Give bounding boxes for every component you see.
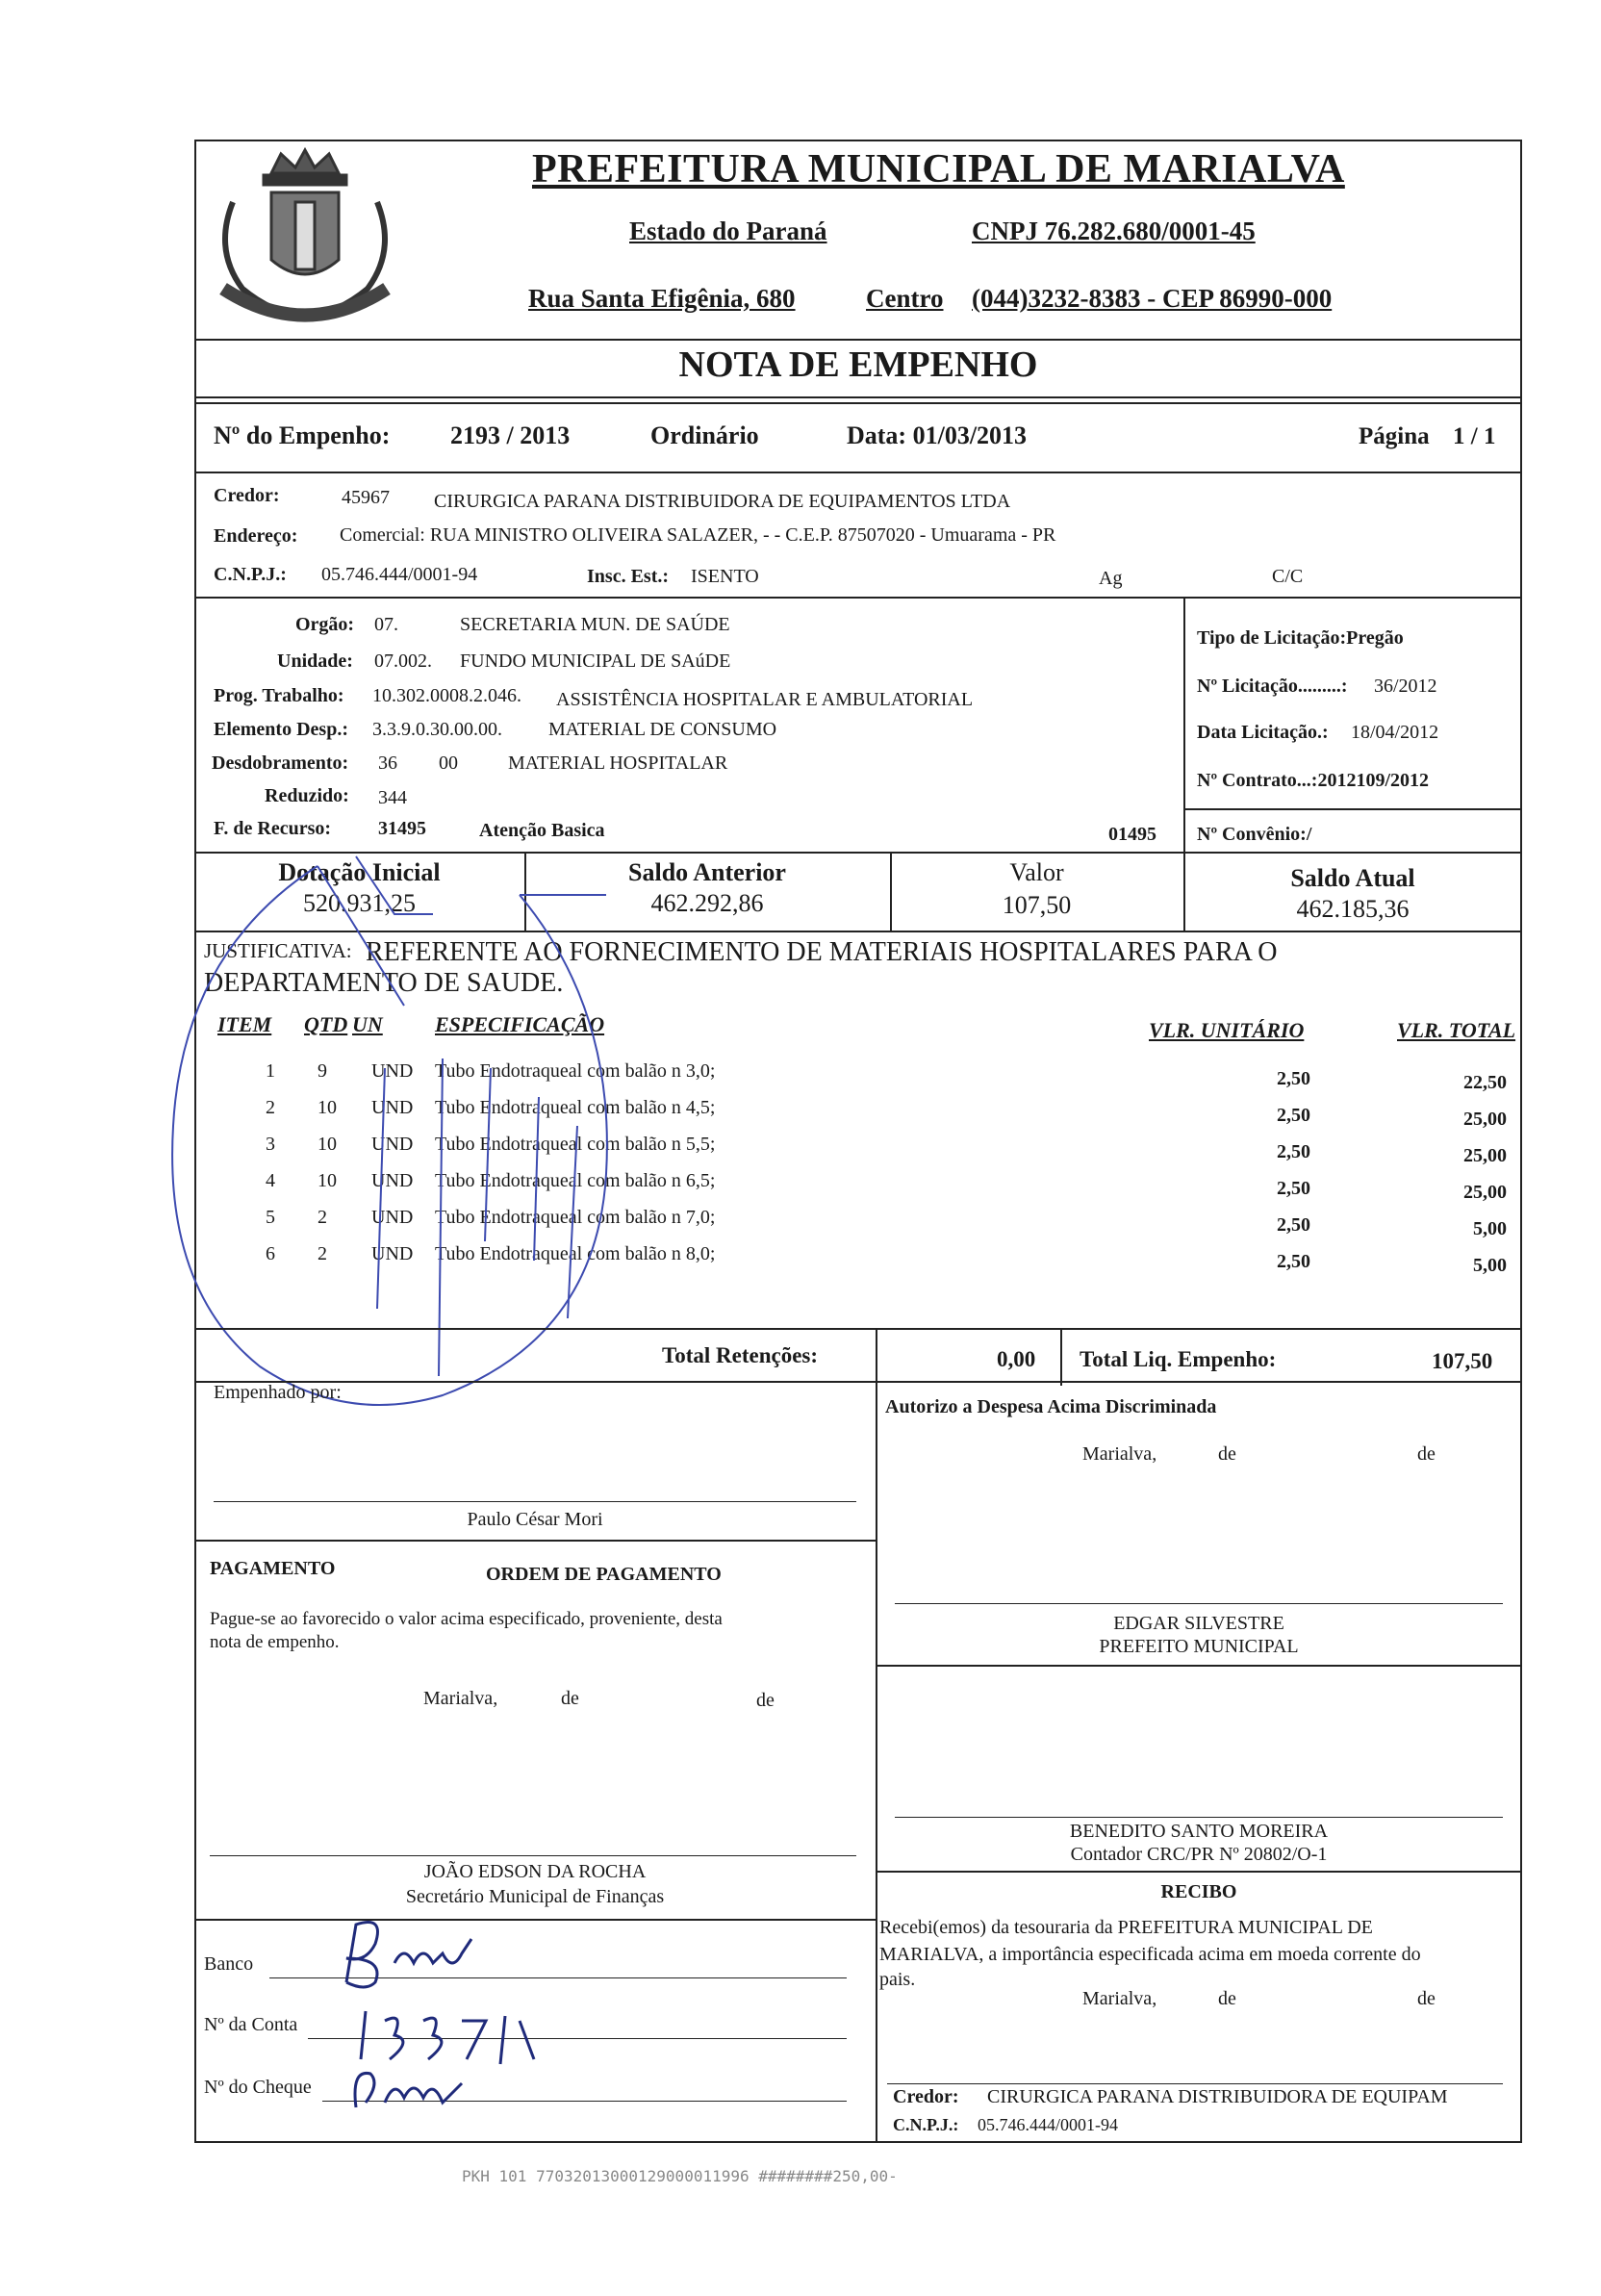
dotacao-value: 520.931,25 <box>303 889 416 917</box>
recurso-name: Atenção Basica <box>479 820 605 841</box>
insc-label: Insc. Est.: <box>587 566 670 587</box>
divider <box>1060 1328 1062 1386</box>
item-qtd: 2 <box>318 1243 327 1264</box>
handwritten-bank-info <box>327 1915 577 2117</box>
pagamento-de2: de <box>756 1690 775 1711</box>
contador-title: Contador CRC/PR Nº 20802/O-1 <box>1070 1844 1328 1865</box>
dotacao-label: Dotação Inicial <box>278 858 441 886</box>
divider <box>194 402 1522 404</box>
item-number: 4 <box>266 1170 275 1191</box>
item-unit: 2,50 <box>1277 1251 1310 1272</box>
valor-label: Valor <box>1009 858 1064 886</box>
recibo-cnpj: 05.746.444/0001-94 <box>978 2115 1118 2134</box>
address-label: Rua Santa Efigênia, 680 <box>528 284 796 313</box>
recibo-text1: Recebi(emos) da tesouraria da PREFEITURA MUNICIPAL DE <box>879 1917 1373 1938</box>
divider <box>876 1328 877 1386</box>
item-unit: 2,50 <box>1277 1141 1310 1162</box>
unidade-name: FUNDO MUNICIPAL DE SAúDE <box>460 651 731 672</box>
recibo-place: Marialva, <box>1082 1988 1157 2009</box>
item-total: 25,00 <box>1463 1109 1507 1130</box>
signature-line <box>895 1817 1503 1818</box>
saldo-anterior-label: Saldo Anterior <box>628 858 786 886</box>
elem-name: MATERIAL DE CONSUMO <box>548 719 777 740</box>
prog-code: 10.302.0008.2.046. <box>372 685 521 706</box>
cc-label: C/C <box>1272 566 1304 587</box>
unidade-label: Unidade: <box>277 651 353 672</box>
recurso-right-code: 01495 <box>1108 824 1156 845</box>
recurso-code: 31495 <box>378 818 426 839</box>
conta-label: Nº da Conta <box>204 2014 298 2035</box>
item-unit: 2,50 <box>1277 1214 1310 1236</box>
desd-sub: 00 <box>439 753 458 774</box>
item-unit: 2,50 <box>1277 1068 1310 1089</box>
retencoes-value: 0,00 <box>997 1347 1036 1371</box>
autorizo-label: Autorizo a Despesa Acima Discriminada <box>885 1396 1217 1417</box>
col-vlr-unitario: VLR. UNITÁRIO <box>1149 1018 1305 1042</box>
cnpj-field-label: C.N.P.J.: <box>214 564 287 585</box>
item-un: UND <box>371 1134 414 1155</box>
handwritten-annotation <box>154 837 654 1472</box>
divider <box>194 1540 876 1542</box>
credor-label: Credor: <box>214 485 280 506</box>
recibo-text3: pais. <box>879 1969 916 1990</box>
empenho-date: Data: 01/03/2013 <box>847 421 1028 449</box>
signature-line <box>210 1855 856 1856</box>
ag-label: Ag <box>1099 568 1123 589</box>
item-un: UND <box>371 1097 414 1118</box>
valor-value: 107,50 <box>1002 891 1072 919</box>
divider <box>194 1381 1522 1383</box>
liquido-value: 107,50 <box>1432 1349 1493 1373</box>
item-number: 2 <box>266 1097 275 1118</box>
recibo-de1: de <box>1218 1988 1236 2009</box>
col-un: UN <box>352 1012 383 1036</box>
empenhado-label: Empenhado por: <box>214 1382 342 1403</box>
credor-address: Comercial: RUA MINISTRO OLIVEIRA SALAZER, - - C.E.P. 87507020 - Umuarama - PR <box>340 524 1056 546</box>
autorizo-de1: de <box>1218 1443 1236 1465</box>
coat-of-arms-logo <box>204 144 406 337</box>
phone-cep-label: (044)3232-8383 - CEP 86990-000 <box>972 284 1333 313</box>
licitacao-data-label: Data Licitação.: <box>1197 722 1329 743</box>
recurso-label: F. de Recurso: <box>214 818 332 839</box>
justificativa-label: JUSTIFICATIVA: <box>204 939 352 962</box>
orgao-name: SECRETARIA MUN. DE SAÚDE <box>460 614 730 635</box>
prog-name: ASSISTÊNCIA HOSPITALAR E AMBULATORIAL <box>556 689 974 710</box>
pagamento-label: PAGAMENTO <box>210 1558 336 1579</box>
licitacao-data: 18/04/2012 <box>1351 722 1439 743</box>
reduzido-label: Reduzido: <box>265 785 349 806</box>
empenho-label: Nº do Empenho: <box>214 421 391 449</box>
prefeito-name: EDGAR SILVESTRE <box>1113 1613 1284 1634</box>
orgao-label: Orgão: <box>295 614 355 635</box>
autorizo-place: Marialva, <box>1082 1443 1157 1465</box>
item-desc: Tubo Endotraqueal com balão n 6,5; <box>435 1170 716 1191</box>
col-qtd: QTD <box>304 1012 348 1036</box>
saldo-atual-label: Saldo Atual <box>1290 864 1415 892</box>
tipo-licitacao: Tipo de Licitação:Pregão <box>1197 627 1404 649</box>
orgao-code: 07. <box>374 614 398 635</box>
page-title: PREFEITURA MUNICIPAL DE MARIALVA <box>532 147 1345 191</box>
recibo-de2: de <box>1417 1988 1436 2009</box>
unidade-code: 07.002. <box>374 651 432 672</box>
item-total: 25,00 <box>1463 1182 1507 1203</box>
liquido-label: Total Liq. Empenho: <box>1080 1347 1277 1371</box>
item-total: 5,00 <box>1473 1255 1507 1276</box>
col-especificacao: ESPECIFICAÇÃO <box>435 1012 605 1036</box>
empenho-type: Ordinário <box>650 421 759 449</box>
item-total: 25,00 <box>1463 1145 1507 1166</box>
secretario-title: Secretário Municipal de Finanças <box>405 1886 665 1907</box>
credor-cnpj: 05.746.444/0001-94 <box>321 564 478 585</box>
desd-code: 36 <box>378 753 397 774</box>
reduzido-value: 344 <box>378 787 407 808</box>
item-desc: Tubo Endotraqueal com balão n 7,0; <box>435 1207 716 1228</box>
recibo-label: RECIBO <box>1160 1881 1237 1902</box>
cheque-label: Nº do Cheque <box>204 2077 312 2098</box>
cnpj-label: CNPJ 76.282.680/0001-45 <box>972 217 1256 245</box>
desd-name: MATERIAL HOSPITALAR <box>508 753 728 774</box>
state-label: Estado do Paraná <box>629 217 827 245</box>
recibo-credor-label: Credor: <box>893 2086 959 2107</box>
pagamento-place: Marialva, <box>423 1688 498 1709</box>
item-unit: 2,50 <box>1277 1105 1310 1126</box>
item-qtd: 10 <box>318 1170 337 1191</box>
item-desc: Tubo Endotraqueal com balão n 8,0; <box>435 1243 716 1264</box>
divider <box>876 1871 1522 1873</box>
item-number: 1 <box>266 1060 275 1082</box>
contrato: Nº Contrato...:2012109/2012 <box>1197 770 1430 791</box>
pagamento-de1: de <box>561 1688 579 1709</box>
signature-line <box>895 1603 1503 1604</box>
saldo-anterior-value: 462.292,86 <box>650 889 764 917</box>
col-vlr-total: VLR. TOTAL <box>1397 1018 1516 1042</box>
licitacao-num-label: Nº Licitação.........: <box>1197 676 1348 697</box>
empenho-number: 2193 / 2013 <box>450 421 571 449</box>
credor-code: 45967 <box>342 487 390 508</box>
divider <box>876 1665 1522 1667</box>
recibo-text2: MARIALVA, a importância especificada acima em moeda corrente do <box>879 1944 1421 1965</box>
elem-label: Elemento Desp.: <box>214 719 348 740</box>
page-number: 1 / 1 <box>1453 423 1496 449</box>
divider <box>194 396 1522 398</box>
signer-empenho: Paulo César Mori <box>467 1509 603 1530</box>
recibo-cnpj-label: C.N.P.J.: <box>893 2115 959 2134</box>
item-number: 5 <box>266 1207 275 1228</box>
divider <box>876 1381 877 2143</box>
prog-label: Prog. Trabalho: <box>214 685 344 706</box>
divider <box>1183 808 1522 810</box>
signature-line <box>887 2083 1503 2084</box>
divider <box>1183 597 1185 852</box>
item-number: 3 <box>266 1134 275 1155</box>
pague-line1: Pague-se ao favorecido o valor acima especificado, proveniente, desta <box>210 1609 723 1629</box>
justificativa-line1: REFERENTE AO FORNECIMENTO DE MATERIAIS HOSPITALARES PARA O <box>366 937 1278 967</box>
item-total: 5,00 <box>1473 1218 1507 1239</box>
recibo-credor-name: CIRURGICA PARANA DISTRIBUIDORA DE EQUIPAM <box>987 2086 1448 2107</box>
district-label: Centro <box>866 284 944 313</box>
item-desc: Tubo Endotraqueal com balão n 4,5; <box>435 1097 716 1118</box>
banco-label: Banco <box>204 1953 254 1975</box>
col-item: ITEM <box>217 1012 272 1036</box>
item-un: UND <box>371 1207 414 1228</box>
item-qtd: 10 <box>318 1097 337 1118</box>
signature-line <box>214 1501 856 1502</box>
item-unit: 2,50 <box>1277 1178 1310 1199</box>
divider <box>194 339 1522 341</box>
autorizo-de2: de <box>1417 1443 1436 1465</box>
item-number: 6 <box>266 1243 275 1264</box>
item-un: UND <box>371 1170 414 1191</box>
prefeito-title: PREFEITO MUNICIPAL <box>1099 1636 1299 1657</box>
document-title: NOTA DE EMPENHO <box>678 344 1038 385</box>
divider <box>194 1328 1522 1330</box>
item-qtd: 10 <box>318 1134 337 1155</box>
item-un: UND <box>371 1243 414 1264</box>
item-un: UND <box>371 1060 414 1082</box>
convenio: Nº Convênio:/ <box>1197 824 1312 845</box>
contador-name: BENEDITO SANTO MOREIRA <box>1069 1821 1329 1842</box>
retencoes-label: Total Retenções: <box>662 1343 819 1367</box>
divider <box>194 472 1522 473</box>
item-qtd: 2 <box>318 1207 327 1228</box>
saldo-atual-value: 462.185,36 <box>1296 895 1410 923</box>
address-field-label: Endereço: <box>214 525 298 547</box>
insc-value: ISENTO <box>691 566 759 587</box>
divider <box>194 597 1522 599</box>
secretario-name: JOÃO EDSON DA ROCHA <box>423 1861 647 1882</box>
pague-line2: nota de empenho. <box>210 1632 340 1652</box>
page-label: Página <box>1359 423 1430 449</box>
elem-code: 3.3.9.0.30.00.00. <box>372 719 502 740</box>
desd-label: Desdobramento: <box>212 753 349 774</box>
justificativa-line2: DEPARTAMENTO DE SAUDE. <box>204 968 564 998</box>
credor-name: CIRURGICA PARANA DISTRIBUIDORA DE EQUIPAMENTOS LTDA <box>434 491 1011 512</box>
item-desc: Tubo Endotraqueal com balão n 5,5; <box>435 1134 716 1155</box>
machine-code: PKH 101 77032013000129000011996 ########250,00- <box>462 2167 898 2185</box>
item-qtd: 9 <box>318 1060 327 1082</box>
licitacao-num: 36/2012 <box>1374 676 1437 697</box>
item-desc: Tubo Endotraqueal com balão n 3,0; <box>435 1060 716 1082</box>
ordem-pagamento-label: ORDEM DE PAGAMENTO <box>486 1564 722 1585</box>
item-total: 22,50 <box>1463 1072 1507 1093</box>
